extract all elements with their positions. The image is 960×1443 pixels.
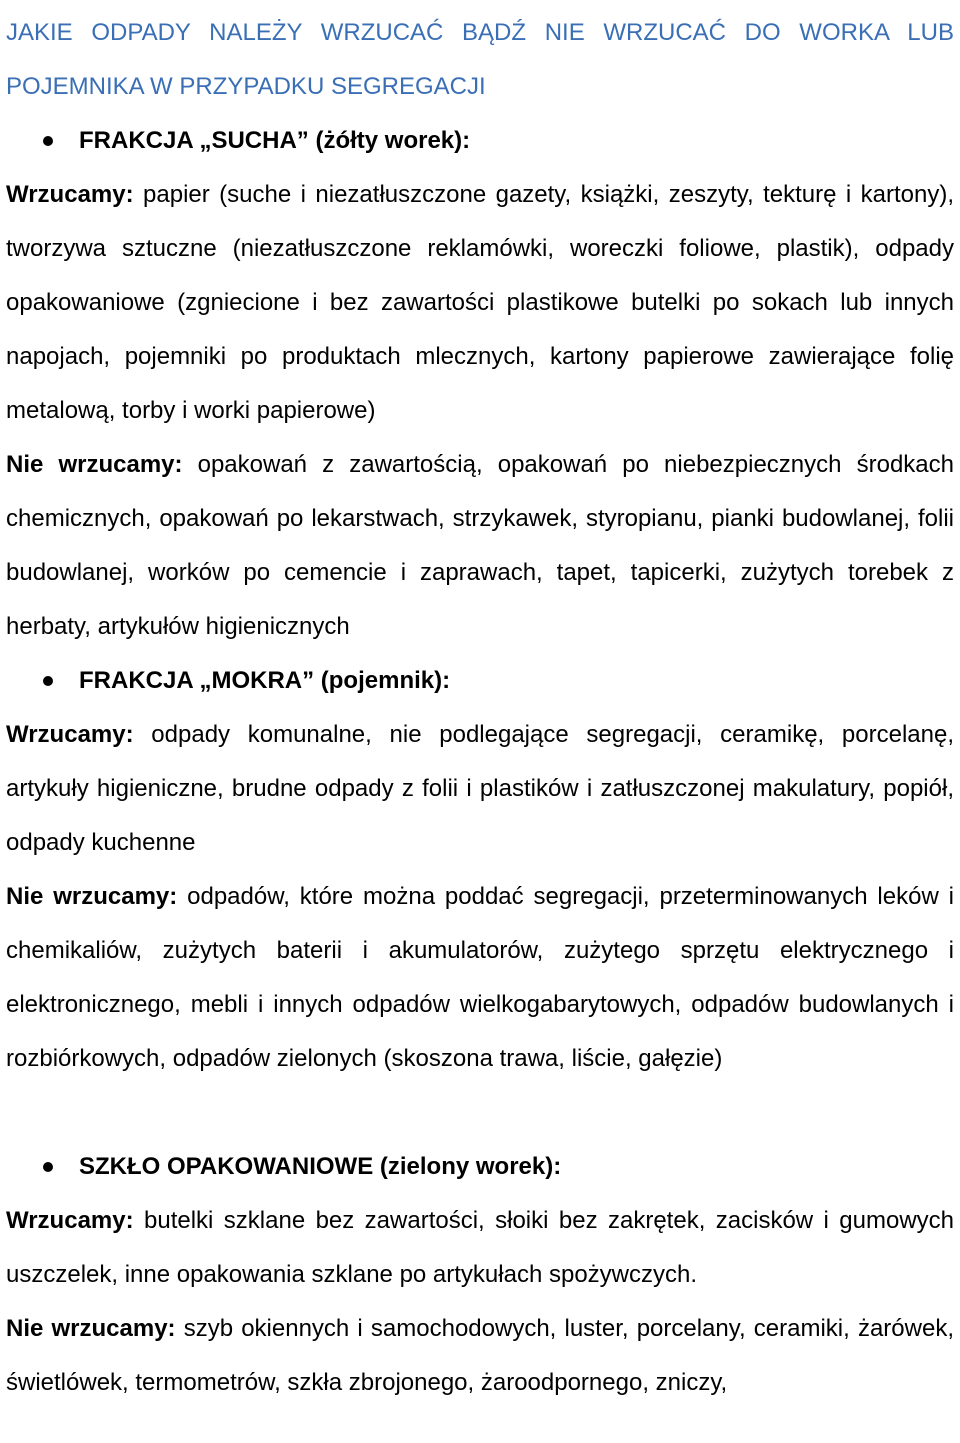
section-heading-text: FRAKCJA „MOKRA” (pojemnik):	[79, 667, 451, 694]
allowed-label: Wrzucamy:	[6, 1207, 134, 1234]
forbidden-text: odpadów, które można poddać segregacji, przeterminowanych leków i chemikaliów, zużytych baterii i akumulatorów, zużytego sprzętu elektrycznego i elektronicznego, mebli i innych odpadów wielkogabarytowych, odpadów budowlanych i rozbiórkowych, odpadów zielonych (skoszona trawa, liście, gałęzie)	[6, 883, 954, 1072]
allowed-label: Wrzucamy:	[6, 181, 134, 208]
allowed-label: Wrzucamy:	[6, 721, 134, 748]
document-title: JAKIE ODPADY NALEŻY WRZUCAĆ BĄDŹ NIE WRZUCAĆ DO WORKA LUB POJEMNIKA W PRZYPADKU SEGREGACJI	[6, 19, 954, 100]
allowed-paragraph	[6, 1194, 954, 1302]
allowed-text: odpady komunalne, nie podlegające segregacji, ceramikę, porcelanę, artykuły higieniczne, brudne odpady z folii i plastików i zatłuszczonej makulatury, popiół, odpady kuchenne	[6, 721, 954, 856]
section-heading-text: FRAKCJA „SUCHA” (żółty worek):	[79, 127, 471, 154]
forbidden-label: Nie wrzucamy:	[6, 451, 183, 478]
forbidden-label: Nie wrzucamy:	[6, 883, 178, 910]
section-heading-szklo	[6, 1140, 954, 1194]
forbidden-text: opakowań z zawartością, opakowań po niebezpiecznych środkach chemicznych, opakowań po lekarstwach, strzykawek, styropianu, pianki budowlanej, folii budowlanej, worków po cemencie i zaprawach, tapet, tapicerki, zużytych torebek z herbaty, artykułów higienicznych	[6, 451, 954, 640]
section-heading-sucha	[6, 114, 954, 168]
bullet-icon	[43, 136, 53, 146]
allowed-paragraph	[6, 168, 954, 438]
allowed-paragraph	[6, 708, 954, 870]
forbidden-label: Nie wrzucamy:	[6, 1315, 176, 1342]
allowed-text: butelki szklane bez zawartości, słoiki bez zakrętek, zacisków i gumowych uszczelek, inne opakowania szklane po artykułach spożywczych.	[6, 1207, 954, 1288]
bullet-icon	[43, 676, 53, 686]
forbidden-paragraph	[6, 870, 954, 1086]
section-spacer	[6, 1086, 954, 1140]
bullet-icon	[43, 1162, 53, 1172]
allowed-text: papier (suche i niezatłuszczone gazety, książki, zeszyty, tekturę i kartony), tworzywa sztuczne (niezatłuszczone reklamówki, woreczki foliowe, plastik), odpady opakowaniowe (zgniecione i bez zawartości plastikowe butelki po sokach lub innych napojach, pojemniki po produktach mlecznych, kartony papierowe zawierające folię metalową, torby i worki papierowe)	[6, 181, 954, 424]
forbidden-text: szyb okiennych i samochodowych, luster, porcelany, ceramiki, żarówek, świetlówek, termometrów, szkła zbrojonego, żaroodpornego, zniczy,	[6, 1315, 954, 1396]
section-heading-mokra	[6, 654, 954, 708]
section-heading-text: SZKŁO OPAKOWANIOWE (zielony worek):	[79, 1153, 562, 1180]
forbidden-paragraph	[6, 1302, 954, 1410]
forbidden-paragraph	[6, 438, 954, 654]
